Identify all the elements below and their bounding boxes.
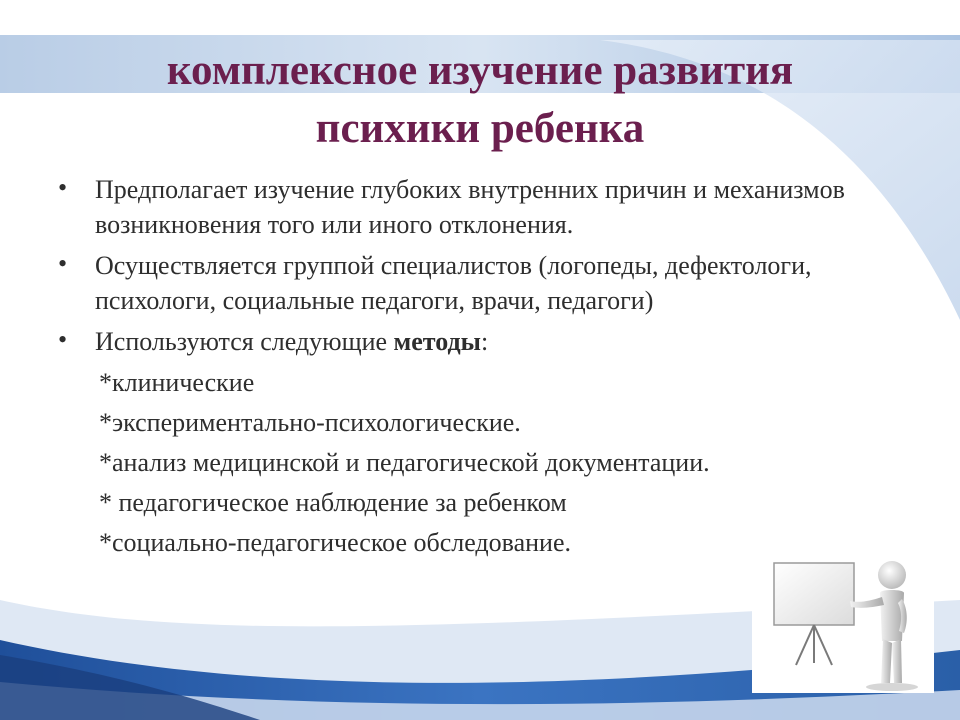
title-line-2: психики ребенка (315, 105, 645, 152)
presenter-with-board-icon (752, 545, 934, 693)
bullet-icon: • (58, 173, 68, 202)
presenter-illustration (752, 545, 934, 693)
method-item: *экспериментально-психологические. (99, 408, 521, 437)
slide-content (55, 172, 875, 560)
method-item: * педагогическое наблюдение за ребенком (99, 488, 567, 517)
method-item: *клинические (99, 368, 255, 397)
method-item: *анализ медицинской и педагогической документации. (99, 448, 710, 477)
bullet-icon: • (58, 249, 68, 278)
bullet-text-suffix: : (480, 327, 489, 356)
bullet-text: Предполагает изучение глубоких внутренних причин и механизмов возникновения того или иного отклонения. (95, 175, 845, 239)
bullet-item (55, 324, 875, 359)
method-item: *социально-педагогическое обследование. (99, 528, 571, 557)
bullet-text: Осуществляется группой специалистов (логопеды, дефектологи, психологи, социальные педагоги, врачи, педагоги) (95, 251, 812, 315)
bullet-text-bold: методы (393, 327, 481, 356)
bullet-item (55, 248, 875, 318)
bullet-icon: • (58, 325, 68, 354)
methods-list (55, 365, 875, 560)
title-line-1: комплексное изучение развития (166, 47, 794, 94)
bullet-item (55, 172, 875, 242)
bullet-text-prefix: Используются следующие (95, 327, 394, 356)
slide-title (40, 42, 920, 158)
